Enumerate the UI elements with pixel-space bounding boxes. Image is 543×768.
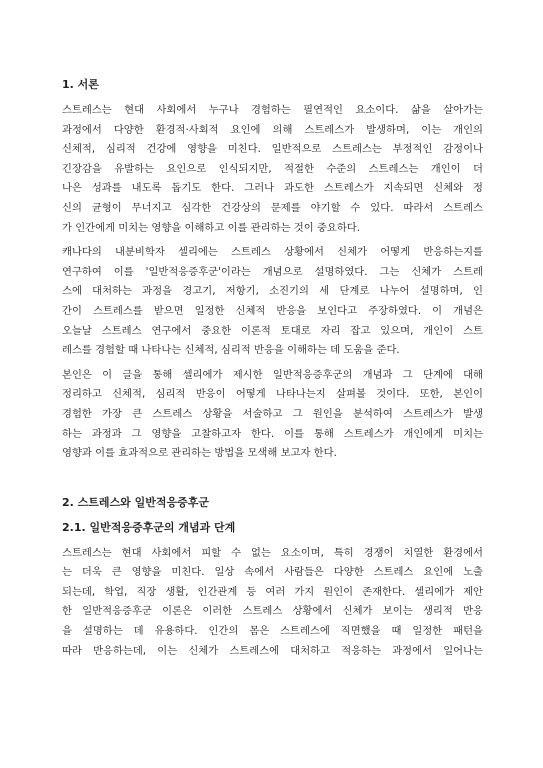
paragraph-line: 신의 균형이 무너지고 심각한 건강상의 문제를 야기할 수 있다. 따라서 스트레스: [62, 201, 483, 214]
subsection-heading-gas-concept: 2.1. 일반적응증후군의 개념과 단계: [62, 520, 236, 534]
paragraph-line: 스트레스는 현대 사회에서 피할 수 없는 요소이며, 특히 경쟁이 치열한 환경에서: [62, 546, 483, 559]
section-heading-stress-gas: 2. 스트레스와 일반적응증후군: [62, 495, 210, 509]
paragraph-line: 영향과 이를 효과적으로 관리하는 방법을 모색해 보고자 한다.: [62, 447, 337, 460]
paragraph-line: 긴장감을 유발하는 요인으로 인식되지만, 적절한 수준의 스트레스는 개인이 더: [62, 162, 483, 175]
section-heading-introduction: 1. 서론: [62, 78, 99, 91]
document-page: [62, 76, 483, 661]
paragraph-3: [62, 366, 483, 464]
paragraph-line: 스트레스는 현대 사회에서 누구나 경험하는 필연적인 요소이다. 삶을 살아가는: [62, 104, 483, 116]
paragraph-line: 연구하여 이를 '일반적응증후군'이라는 개념으로 설명하였다. 그는 신체가 스트레: [62, 265, 483, 278]
paragraph-line: 나은 성과를 내도록 돕기도 한다. 그러나 과도한 스트레스가 지속되면 신체와 정: [62, 182, 483, 195]
paragraph-line: 한 일반적응증후군 이론은 이러한 스트레스 상황에서 신체가 보이는 생리적 반응: [62, 605, 483, 618]
paragraph-line: 캐나다의 내분비학자 셀리에는 스트레스 상황에서 신체가 어떻게 반응하는지를: [62, 246, 483, 259]
paragraph-line: 가 인간에게 미치는 영향을 이해하고 이를 관리하는 것이 중요하다.: [62, 221, 361, 234]
paragraph-2: [62, 243, 483, 361]
paragraph-1: [62, 101, 483, 238]
paragraph-line: 경험한 가장 큰 스트레스 상황을 서술하고 그 원인을 분석하여 스트레스가 발생: [62, 407, 483, 420]
paragraph-line: 본인은 이 글을 통해 셀리에가 제시한 일반적응증후군의 개념과 그 단계에 대해: [62, 368, 483, 381]
paragraph-line: 과정에서 다양한 환경적·사회적 요인에 의해 스트레스가 발생하며, 이는 개인의: [62, 123, 483, 136]
paragraph-4: [62, 544, 483, 662]
paragraph-line: 신체적, 심리적 건강에 영향을 미친다. 일반적으로 스트레스는 부정적인 감정이나: [62, 143, 483, 156]
paragraph-line: 따라 반응하는데, 이는 신체가 스트레스에 대처하고 적응하는 과정에서 일어나는: [62, 644, 483, 657]
paragraph-line: 을 설명하는 데 유용하다. 인간의 몸은 스트레스에 직면했을 때 일정한 패턴을: [62, 625, 483, 638]
paragraph-line: 는 더욱 큰 영향을 미친다. 일상 속에서 사람들은 다양한 스트레스 요인에 노출: [62, 566, 483, 579]
paragraph-line: 간이 스트레스를 받으면 일정한 신체적 반응을 보인다고 주장하였다. 이 개념은: [62, 304, 483, 317]
paragraph-line: 레스를 경험할 때 나타나는 신체적, 심리적 반응을 이해하는 데 도움을 준다.: [62, 344, 400, 357]
paragraph-line: 스에 대처하는 과정을 경고기, 저항기, 소진기의 세 단계로 나누어 설명하며, 인: [62, 285, 483, 298]
paragraph-line: 하는 과정과 그 영향을 고찰하고자 한다. 이를 통해 스트레스가 개인에게 미치는: [62, 427, 483, 440]
paragraph-line: 정리하고 신체적, 심리적 반응이 어떻게 나타나는지 살펴볼 것이다. 또한, 본인이: [62, 388, 483, 401]
paragraph-line: 오늘날 스트레스 연구에서 중요한 이론적 토대로 자리 잡고 있으며, 개인이 스트: [62, 324, 483, 337]
paragraph-line: 되는데, 학업, 직장 생활, 인간관계 등 여러 가지 원인이 존재한다. 셀리에가 제안: [62, 585, 483, 598]
